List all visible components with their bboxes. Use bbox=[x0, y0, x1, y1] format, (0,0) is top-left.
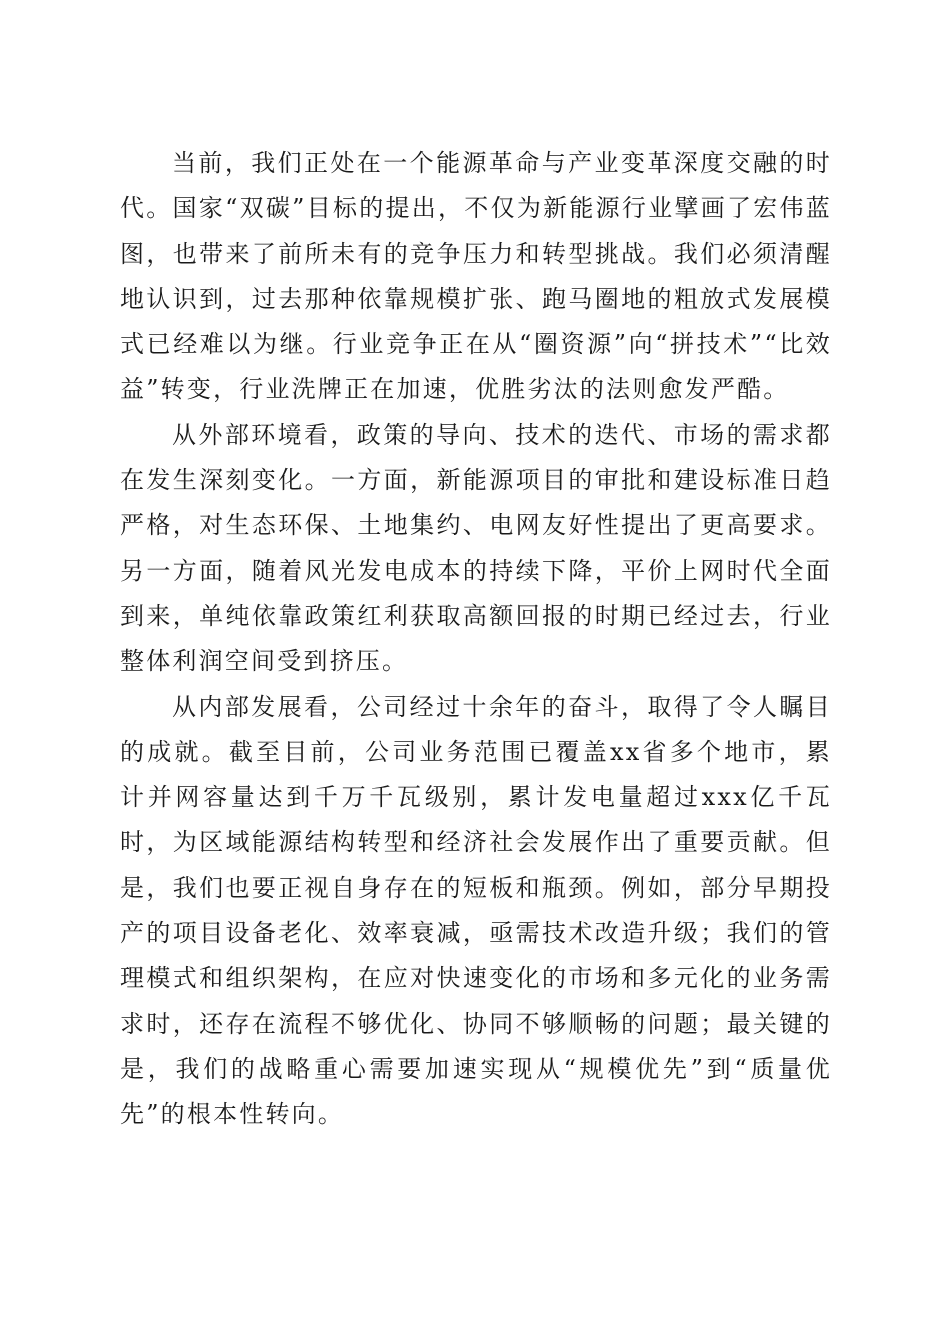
paragraph-1: 当前，我们正处在一个能源革命与产业变革深度交融的时代。国家“双碳”目标的提出，不仅为新能源行业擘画了宏伟蓝图，也带来了前所未有的竞争压力和转型挑战。我们必须清醒地认识到，过去那种依靠规模扩张、跑马圈地的粗放式发展模式已经难以为继。行业竞争正在从“圈资源”向“拼技术”“比效益”转变，行业洗牌正在加速，优胜劣汰的法则愈发严酷。 bbox=[120, 149, 832, 404]
paragraph-2: 从外部环境看，政策的导向、技术的迭代、市场的需求都在发生深刻变化。一方面，新能源项目的审批和建设标准日趋严格，对生态环保、土地集约、电网友好性提出了更高要求。另一方面，随着风光发电成本的持续下降，平价上网时代全面到来，单纯依靠政策红利获取高额回报的时期已经过去，行业整体利润空间受到挤压。 bbox=[120, 420, 832, 676]
paragraph-3: 从内部发展看，公司经过十余年的奋斗，取得了令人瞩目的成就。截至目前，公司业务范围已覆盖xx省多个地市，累计并网容量达到千万千瓦级别，累计发电量超过xxx亿千瓦时，为区域能源结构转型和经济社会发展作出了重要贡献。但是，我们也要正视自身存在的短板和瓶颈。例如，部分早期投产的项目设备老化、效率衰减，亟需技术改造升级；我们的管理模式和组织架构，在应对快速变化的市场和多元化的业务需求时，还存在流程不够优化、协同不够顺畅的问题；最关键的是，我们的战略重心需要加速实现从“规模优先”到“质量优先”的根本性转向。 bbox=[120, 692, 832, 1129]
document-body bbox=[120, 141, 832, 1138]
